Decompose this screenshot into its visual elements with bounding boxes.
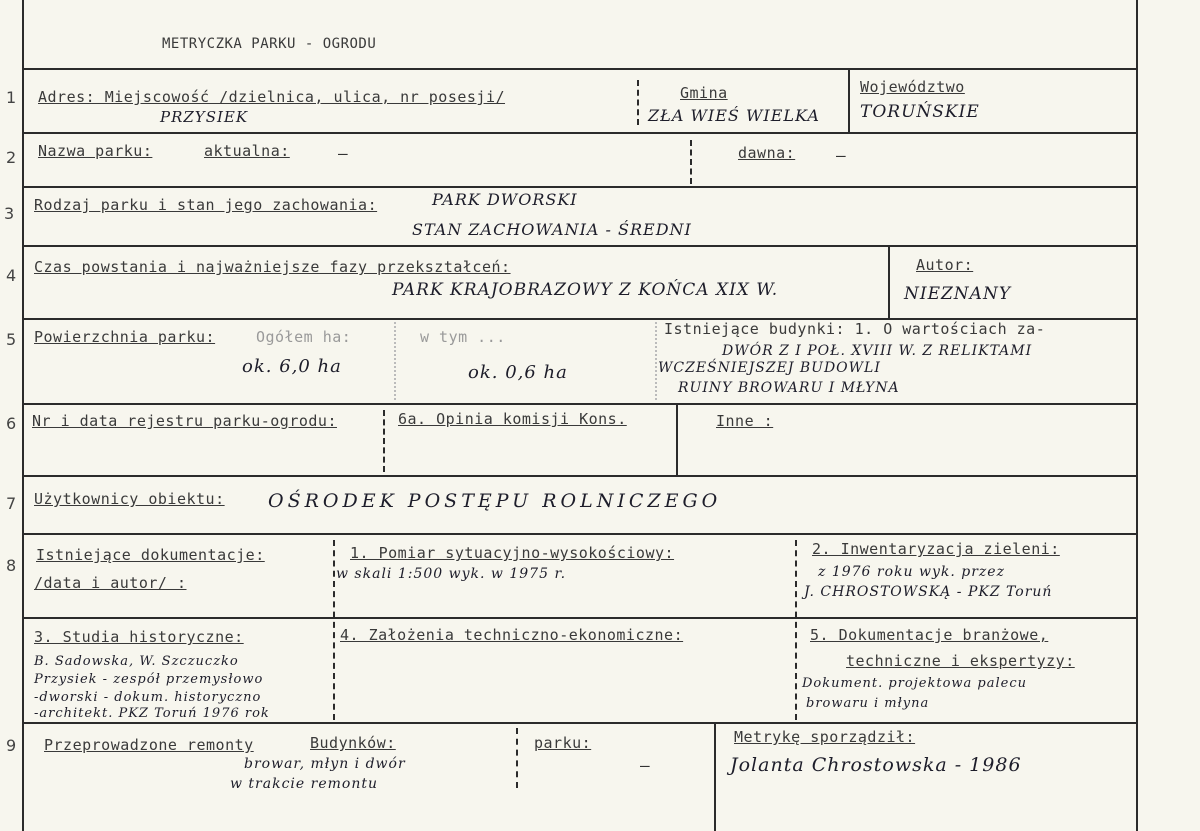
divider-3: [22, 245, 1138, 247]
park-type-label: Rodzaj parku i stan jego zachowania:: [34, 196, 378, 214]
divider-2: [22, 186, 1138, 188]
area-total-label: Ogółem ha:: [256, 328, 352, 346]
divider-6: [22, 475, 1138, 477]
row-number-9: 9: [6, 736, 17, 755]
history-value-3: -dworski - dokum. historyczno: [34, 690, 262, 705]
history-value-4: -architekt. PKZ Toruń 1976 rok: [34, 706, 270, 721]
park-type-value: PARK DWORSKI: [432, 190, 578, 209]
tech-econ-label: 4. Założenia techniczno-ekonomiczne:: [340, 626, 684, 644]
users-value: OŚRODEK POSTĘPU ROLNICZEGO: [268, 490, 722, 512]
sep-opinia: [383, 410, 385, 472]
area-total-value: ok. 6,0 ha: [242, 356, 342, 377]
park-renov-label: parku:: [534, 734, 592, 752]
branch-docs-value-1: Dokument. projektowa palecu: [802, 676, 1027, 691]
park-renov-value: —: [640, 756, 650, 775]
buildings-value-3: RUINY BROWARU I MŁYNA: [678, 380, 900, 396]
right-border: [1136, 0, 1138, 831]
divider-8a: [22, 617, 1138, 619]
sep-gmina: [637, 80, 639, 125]
origin-value: PARK KRAJOBRAZOWY Z KOŃCA XIX W.: [392, 280, 779, 300]
other-label: Inne :: [716, 412, 774, 430]
survey-value: w skali 1:500 wyk. w 1975 r.: [336, 566, 567, 582]
divider-8b: [22, 722, 1138, 724]
row-number-6: 6: [6, 414, 17, 433]
row-number-7: 7: [6, 494, 17, 513]
sep-dawna: [690, 140, 692, 184]
area-part-value: ok. 0,6 ha: [468, 362, 568, 383]
row-number-2: 2: [6, 148, 17, 167]
opinion-label: 6a. Opinia komisji Kons.: [398, 410, 627, 428]
docs-sublabel: /data i autor/ :: [34, 574, 187, 592]
sep-woj: [848, 68, 850, 132]
origin-label: Czas powstania i najważniejsze fazy przekształceń:: [34, 258, 511, 276]
buildings-renov-label: Budynków:: [310, 734, 396, 752]
sep-parku: [516, 728, 518, 788]
greenery-label: 2. Inwentaryzacja zieleni:: [812, 540, 1060, 558]
greenery-value-1: z 1976 roku wyk. przez: [818, 564, 1005, 580]
branch-docs-value-2: browaru i młyna: [806, 696, 930, 711]
sep-budynki: [655, 322, 657, 400]
renovations-label: Przeprowadzone remonty: [44, 736, 254, 754]
current-name-label: aktualna:: [204, 142, 290, 160]
register-label: Nr i data rejestru parku-ogrodu:: [32, 412, 337, 430]
divider-7: [22, 533, 1138, 535]
gmina-value: ZŁA WIEŚ WIELKA: [648, 106, 820, 125]
author-label: Autor:: [916, 256, 974, 274]
sep-inw: [795, 540, 797, 720]
sep-autor: [888, 245, 890, 318]
wojewodztwo-label: Województwo: [860, 78, 965, 96]
area-label: Powierzchnia parku:: [34, 328, 216, 346]
park-name-label: Nazwa parku:: [38, 142, 153, 160]
author-value: NIEZNANY: [904, 284, 1012, 304]
divider-5: [22, 403, 1138, 405]
users-label: Użytkownicy obiektu:: [34, 490, 225, 508]
current-name-value: —: [338, 144, 348, 163]
branch-docs-label: 5. Dokumentacje branżowe,: [810, 626, 1049, 644]
buildings-value-1: DWÓR Z I POŁ. XVIII W. Z RELIKTAMI: [722, 343, 1033, 359]
wojewodztwo-value: TORUŃSKIE: [860, 102, 980, 122]
row-number-1: 1: [6, 88, 17, 107]
row-number-8: 8: [6, 556, 17, 575]
sep-inne: [676, 403, 678, 475]
branch-docs-sublabel: techniczne i ekspertyzy:: [846, 652, 1075, 670]
sep-pomiar: [333, 540, 335, 720]
divider-1: [22, 132, 1138, 134]
author-record-value: Jolanta Chrostowska - 1986: [730, 754, 1022, 776]
sep-sporz: [714, 722, 716, 831]
buildings-label: Istniejące budynki: 1. O wartościach za-: [664, 320, 1046, 338]
divider-title: [22, 68, 1138, 70]
preservation-value: STAN ZACHOWANIA - ŚREDNI: [412, 220, 692, 239]
sep-wtym: [394, 322, 396, 400]
address-label: Adres: Miejscowość /dzielnica, ulica, nr posesji/: [38, 88, 506, 106]
buildings-renov-value-1: browar, młyn i dwór: [244, 756, 406, 772]
row-number-4: 4: [6, 266, 17, 285]
author-record-label: Metrykę sporządził:: [734, 728, 916, 746]
history-label: 3. Studia historyczne:: [34, 628, 244, 646]
area-part-label: w tym ...: [420, 328, 506, 346]
gmina-label: Gmina: [680, 84, 728, 102]
history-value-2: Przysiek - zespół przemysłowo: [34, 672, 264, 687]
history-value-1: B. Sadowska, W. Szczuczko: [34, 654, 239, 669]
former-name-value: —: [836, 146, 846, 165]
docs-label: Istniejące dokumentacje:: [36, 546, 265, 564]
row-number-5: 5: [6, 330, 17, 349]
page-title: METRYCZKA PARKU - OGRODU: [162, 36, 377, 52]
row-number-3: 3: [4, 204, 15, 223]
buildings-renov-value-2: w trakcie remontu: [230, 776, 378, 792]
former-name-label: dawna:: [738, 144, 796, 162]
left-border: [22, 0, 24, 831]
greenery-value-2: J. CHROSTOWSKĄ - PKZ Toruń: [804, 584, 1053, 600]
buildings-value-2: WCZEŚNIEJSZEJ BUDOWLI: [658, 360, 881, 376]
address-value: PRZYSIEK: [160, 108, 249, 126]
survey-label: 1. Pomiar sytuacyjno-wysokościowy:: [350, 544, 675, 562]
